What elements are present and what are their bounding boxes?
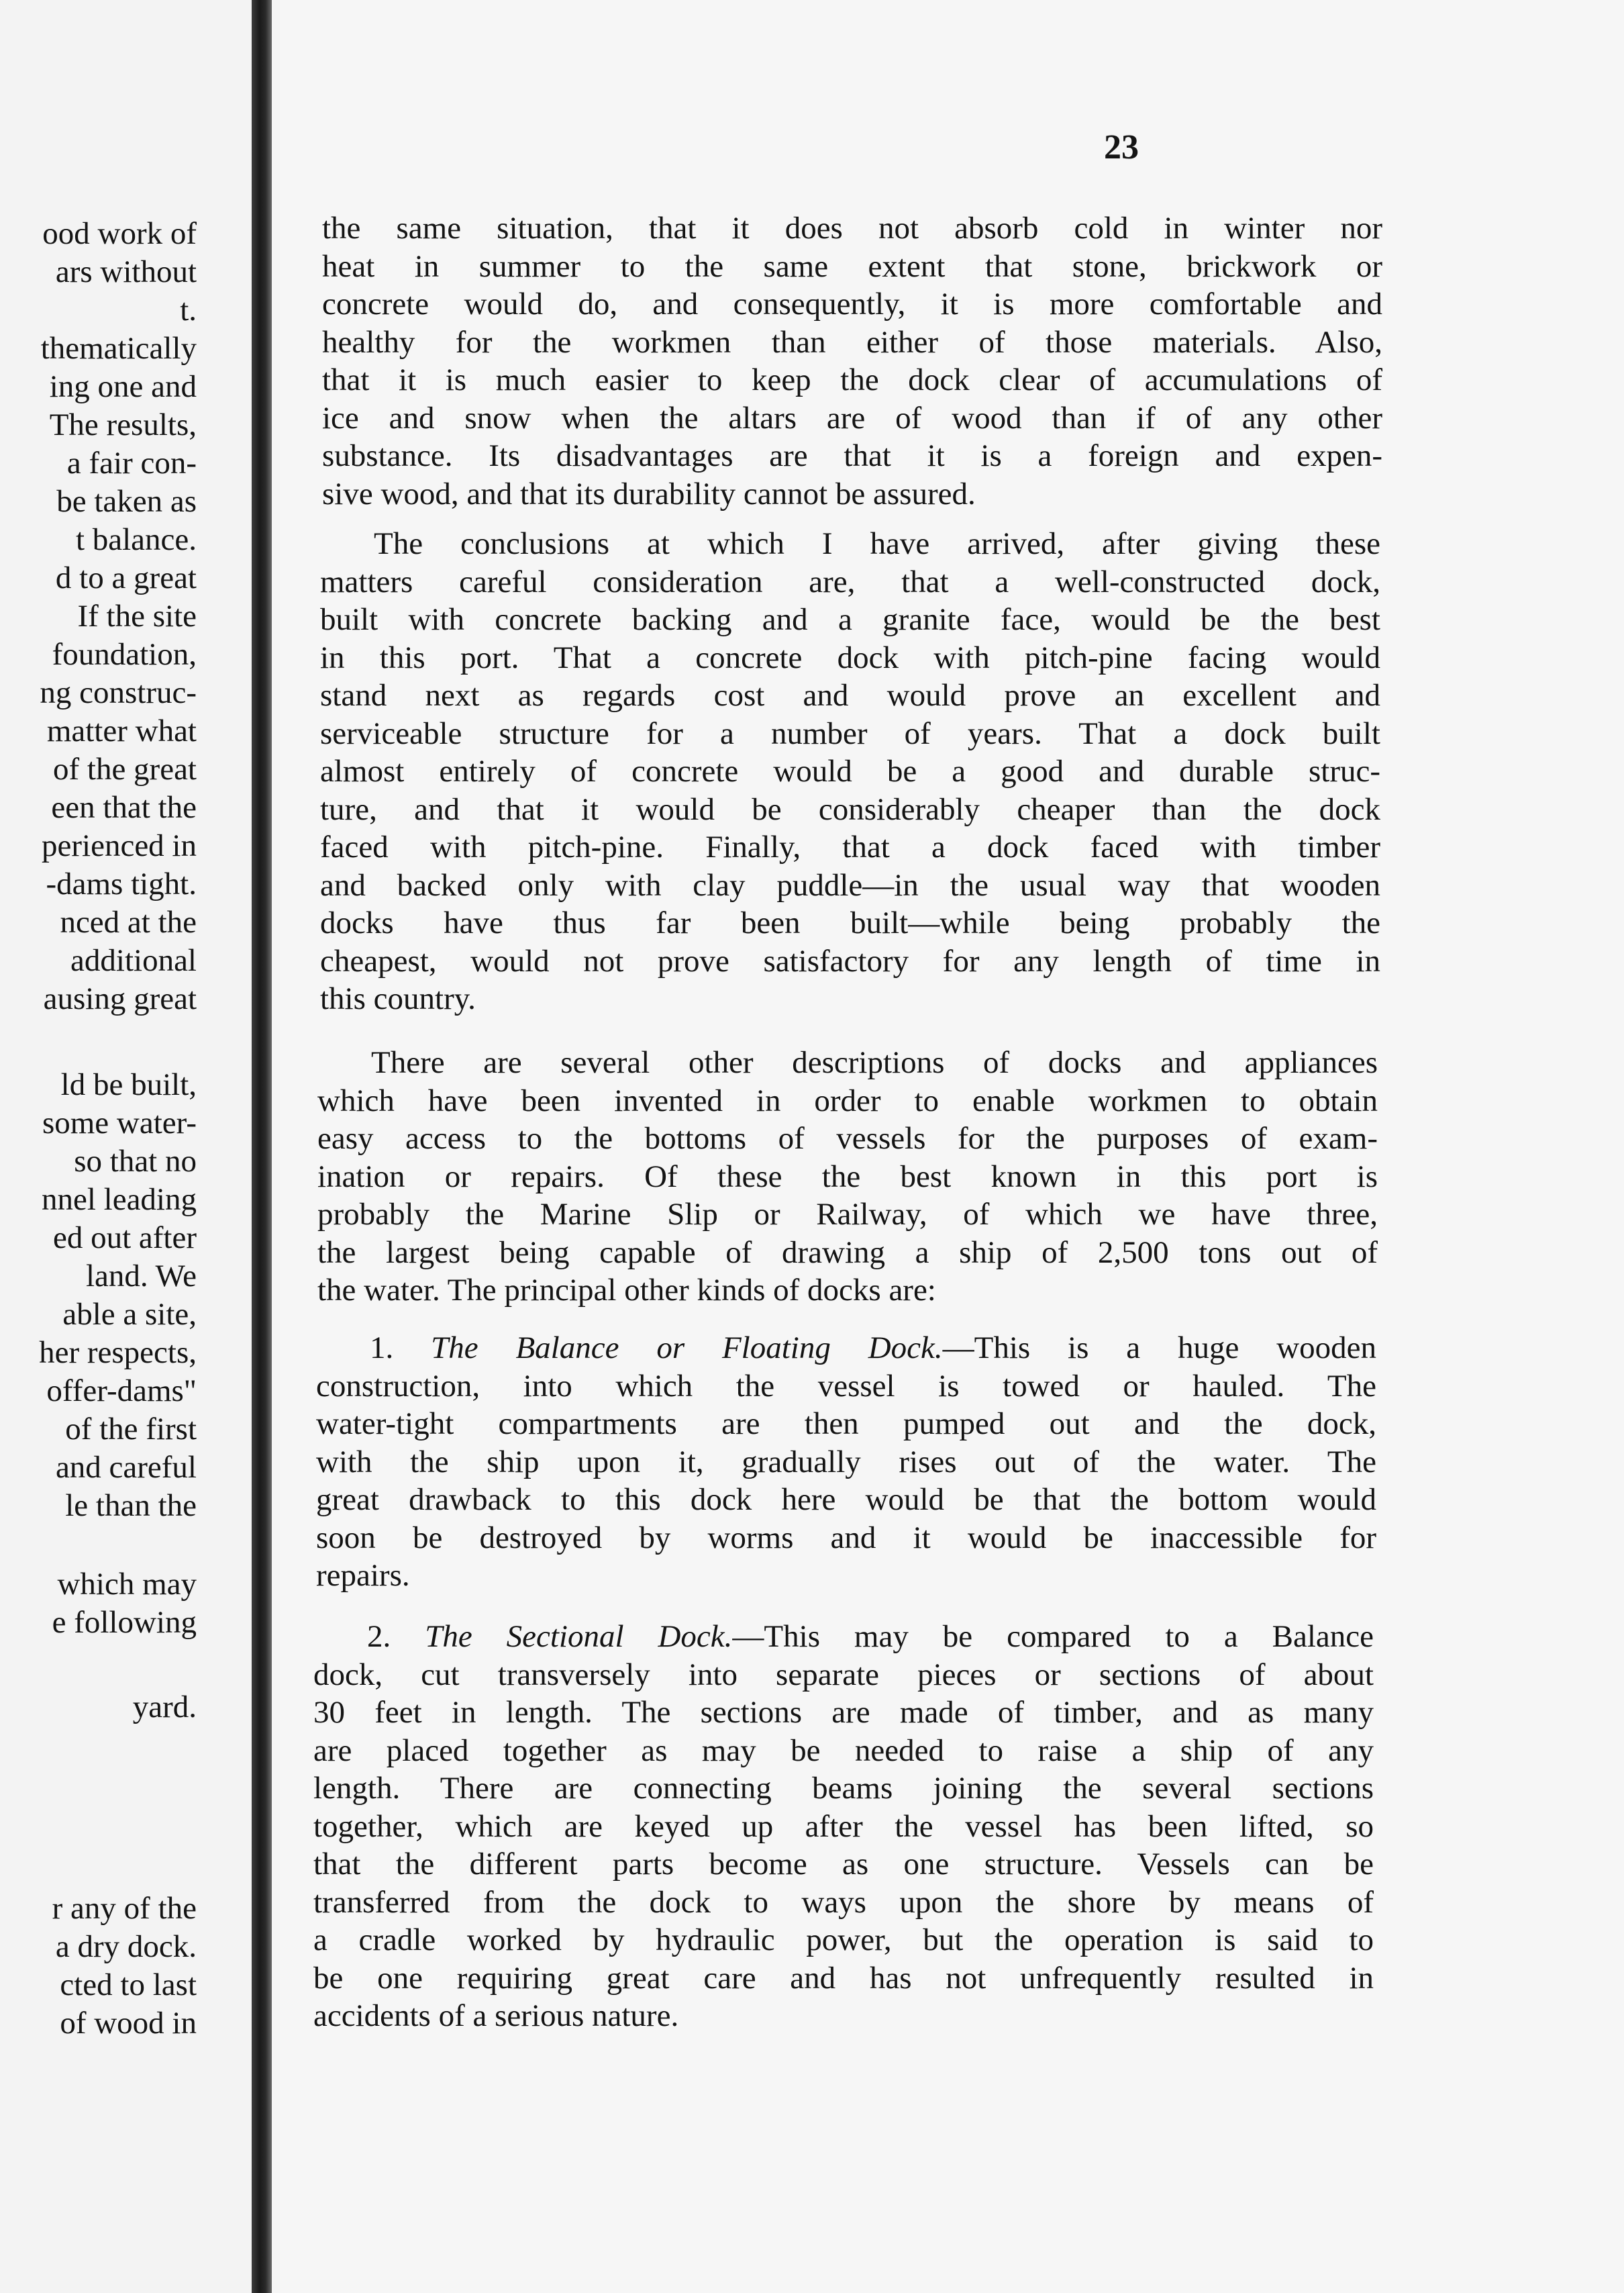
text-line: in this port. That a concrete dock with pitch-pine facing would: [320, 640, 1380, 675]
text-line: [316, 1329, 1376, 1367]
text-line: faced with pitch-pine. Finally, that a dock faced with timber: [320, 830, 1380, 865]
left-page-line: nnel leading: [41, 1182, 197, 1217]
text-line: built with concrete backing and a granite face, would be the best: [320, 602, 1380, 637]
left-page-line: ng construc-: [40, 675, 197, 710]
text-line: and backed only with clay puddle—in the usual way that wooden: [320, 867, 1380, 903]
text-line: probably the Marine Slip or Railway, of which we have three,: [317, 1197, 1378, 1232]
text-line: be one requiring great care and has not unfrequently resulted in: [313, 1960, 1374, 1996]
paragraph-3: [317, 1044, 1378, 1310]
text-line: transferred from the dock to ways upon the shore by means of: [313, 1884, 1374, 1920]
text-line: sive wood, and that its durability cannot be assured.: [322, 476, 976, 511]
left-page-line: of wood in: [60, 2006, 197, 2041]
text-line: ice and snow when the altars are of wood than if of any other: [322, 400, 1382, 436]
left-page-line: t.: [180, 293, 197, 328]
left-page-line: ood work of: [42, 216, 197, 251]
text-line: with the ship upon it, gradually rises out of the water. The: [316, 1444, 1376, 1479]
text-line: soon be destroyed by worms and it would be inaccessible for: [316, 1520, 1376, 1555]
text-line: docks have thus far been built—while being probably the: [320, 906, 1380, 940]
italic-heading: The Sectional Dock.: [425, 1619, 733, 1654]
left-page-line: offer-dams": [46, 1373, 197, 1408]
page-number: 23: [1104, 128, 1139, 166]
left-page-line: ld be built,: [60, 1067, 197, 1102]
text-line: matters careful consideration are, that a well-constructed dock,: [320, 564, 1380, 599]
text-line: concrete would do, and consequently, it is more comfortable and: [322, 287, 1382, 322]
left-page-line: le than the: [65, 1488, 197, 1523]
text-line: cheapest, would not prove satisfactory for any length of time in: [320, 943, 1380, 979]
left-page-line: nced at the: [60, 905, 197, 940]
left-page-line: If the site: [77, 599, 197, 634]
text-line: a cradle worked by hydraulic power, but the operation is said to: [313, 1922, 1374, 1957]
text-line: water-tight compartments are then pumped out and the dock,: [316, 1406, 1376, 1441]
left-page-line: t balance.: [75, 522, 197, 557]
left-page-line: some water-: [42, 1106, 197, 1140]
text-line: 30 feet in length. The sections are made of timber, and as many: [313, 1695, 1374, 1730]
text-line: substance. Its disadvantages are that it is a foreign and expen-: [322, 438, 1382, 473]
text-line: accidents of a serious nature.: [313, 1998, 679, 2033]
text-line: easy access to the bottoms of vessels for the purposes of exam-: [317, 1121, 1378, 1156]
text-line: length. There are connecting beams joining the several sections: [313, 1771, 1374, 1806]
left-page-line: and careful: [55, 1450, 197, 1485]
paragraph-sectional-dock: [313, 1618, 1374, 2035]
left-page-line: ausing great: [43, 981, 197, 1016]
text-line: [313, 1618, 1374, 1656]
text-line: heat in summer to the same extent that stone, brickwork or: [322, 248, 1382, 284]
paragraph-1: [322, 209, 1382, 513]
text-line: are placed together as may be needed to raise a ship of any: [313, 1733, 1374, 1768]
text-line: ination or repairs. Of these the best known in this port is: [317, 1159, 1378, 1194]
left-page-line: able a site,: [62, 1297, 197, 1332]
left-page-line: ing one and: [49, 369, 197, 404]
text-line: the water. The principal other kinds of docks are:: [317, 1273, 936, 1308]
left-page-line: ars without: [55, 254, 197, 289]
line-text: —This may be compared to a Balance: [732, 1619, 1374, 1654]
text-line: that the different parts become as one structure. Vessels can be: [313, 1847, 1374, 1882]
left-page-line: ed out after: [52, 1220, 197, 1255]
text-line: almost entirely of concrete would be a good and durable struc-: [320, 754, 1380, 789]
right-page: [272, 0, 1624, 2293]
text-line: together, which are keyed up after the vessel has been lifted, so: [313, 1808, 1374, 1844]
text-line: that it is much easier to keep the dock clear of accumulations of: [322, 362, 1382, 397]
paragraph-balance-dock: [316, 1329, 1376, 1595]
left-page-line: e following: [52, 1605, 197, 1640]
text-line: the same situation, that it does not absorb cold in winter nor: [322, 211, 1382, 246]
left-page-line: be taken as: [56, 484, 197, 519]
text-line: great drawback to this dock here would be that the bottom would: [316, 1482, 1376, 1517]
italic-heading: The Balance or Floating Dock.: [431, 1330, 943, 1365]
left-page-line: -dams tight.: [46, 867, 197, 901]
text-line: this country.: [320, 981, 476, 1016]
left-page-line: so that no: [74, 1144, 197, 1179]
left-page-line: of the great: [52, 752, 197, 787]
left-page-line: thematically: [40, 331, 197, 366]
text-line: the largest being capable of drawing a ship of 2,500 tons out of: [317, 1234, 1378, 1270]
left-page-line: foundation,: [52, 637, 197, 672]
left-page-line: her respects,: [39, 1335, 197, 1370]
left-page-line: een that the: [51, 790, 197, 825]
text-line: stand next as regards cost and would prove an excellent and: [320, 678, 1380, 713]
list-number: 1.: [370, 1330, 432, 1365]
left-page-line: a dry dock.: [55, 1929, 197, 1964]
text-line: repairs.: [316, 1558, 410, 1593]
left-page-line: a fair con-: [66, 446, 197, 481]
left-page-line: which may: [57, 1567, 197, 1602]
paragraph-2: [320, 525, 1380, 1018]
left-page-line: cted to last: [60, 1967, 197, 2002]
list-number: 2.: [367, 1619, 425, 1654]
left-page-line: land. We: [85, 1259, 197, 1294]
left-page-line: yard.: [132, 1690, 197, 1724]
text-line: which have been invented in order to enable workmen to obtain: [317, 1083, 1378, 1118]
line-text: —This is a huge wooden: [942, 1330, 1376, 1365]
text-line: ture, and that it would be considerably cheaper than the dock: [320, 791, 1380, 827]
text-line: The conclusions at which I have arrived, after giving these: [374, 526, 1380, 561]
book-gutter: [252, 0, 272, 2293]
left-page-line: additional: [70, 943, 197, 978]
text-line: There are several other descriptions of docks and appliances: [371, 1045, 1378, 1080]
left-page-fragment: [0, 0, 252, 2293]
left-page-line: r any of the: [52, 1891, 197, 1926]
text-line: healthy for the workmen than either of those materials. Also,: [322, 324, 1382, 360]
left-page-line: of the first: [65, 1412, 197, 1447]
text-line: construction, into which the vessel is towed or hauled. The: [316, 1368, 1376, 1404]
left-page-line: d to a great: [55, 560, 197, 595]
left-page-line: matter what: [46, 714, 197, 748]
text-line: dock, cut transversely into separate pieces or sections of about: [313, 1657, 1374, 1692]
left-page-line: The results,: [49, 407, 197, 442]
text-line: serviceable structure for a number of years. That a dock built: [320, 716, 1380, 751]
left-page-line: perienced in: [42, 828, 197, 863]
